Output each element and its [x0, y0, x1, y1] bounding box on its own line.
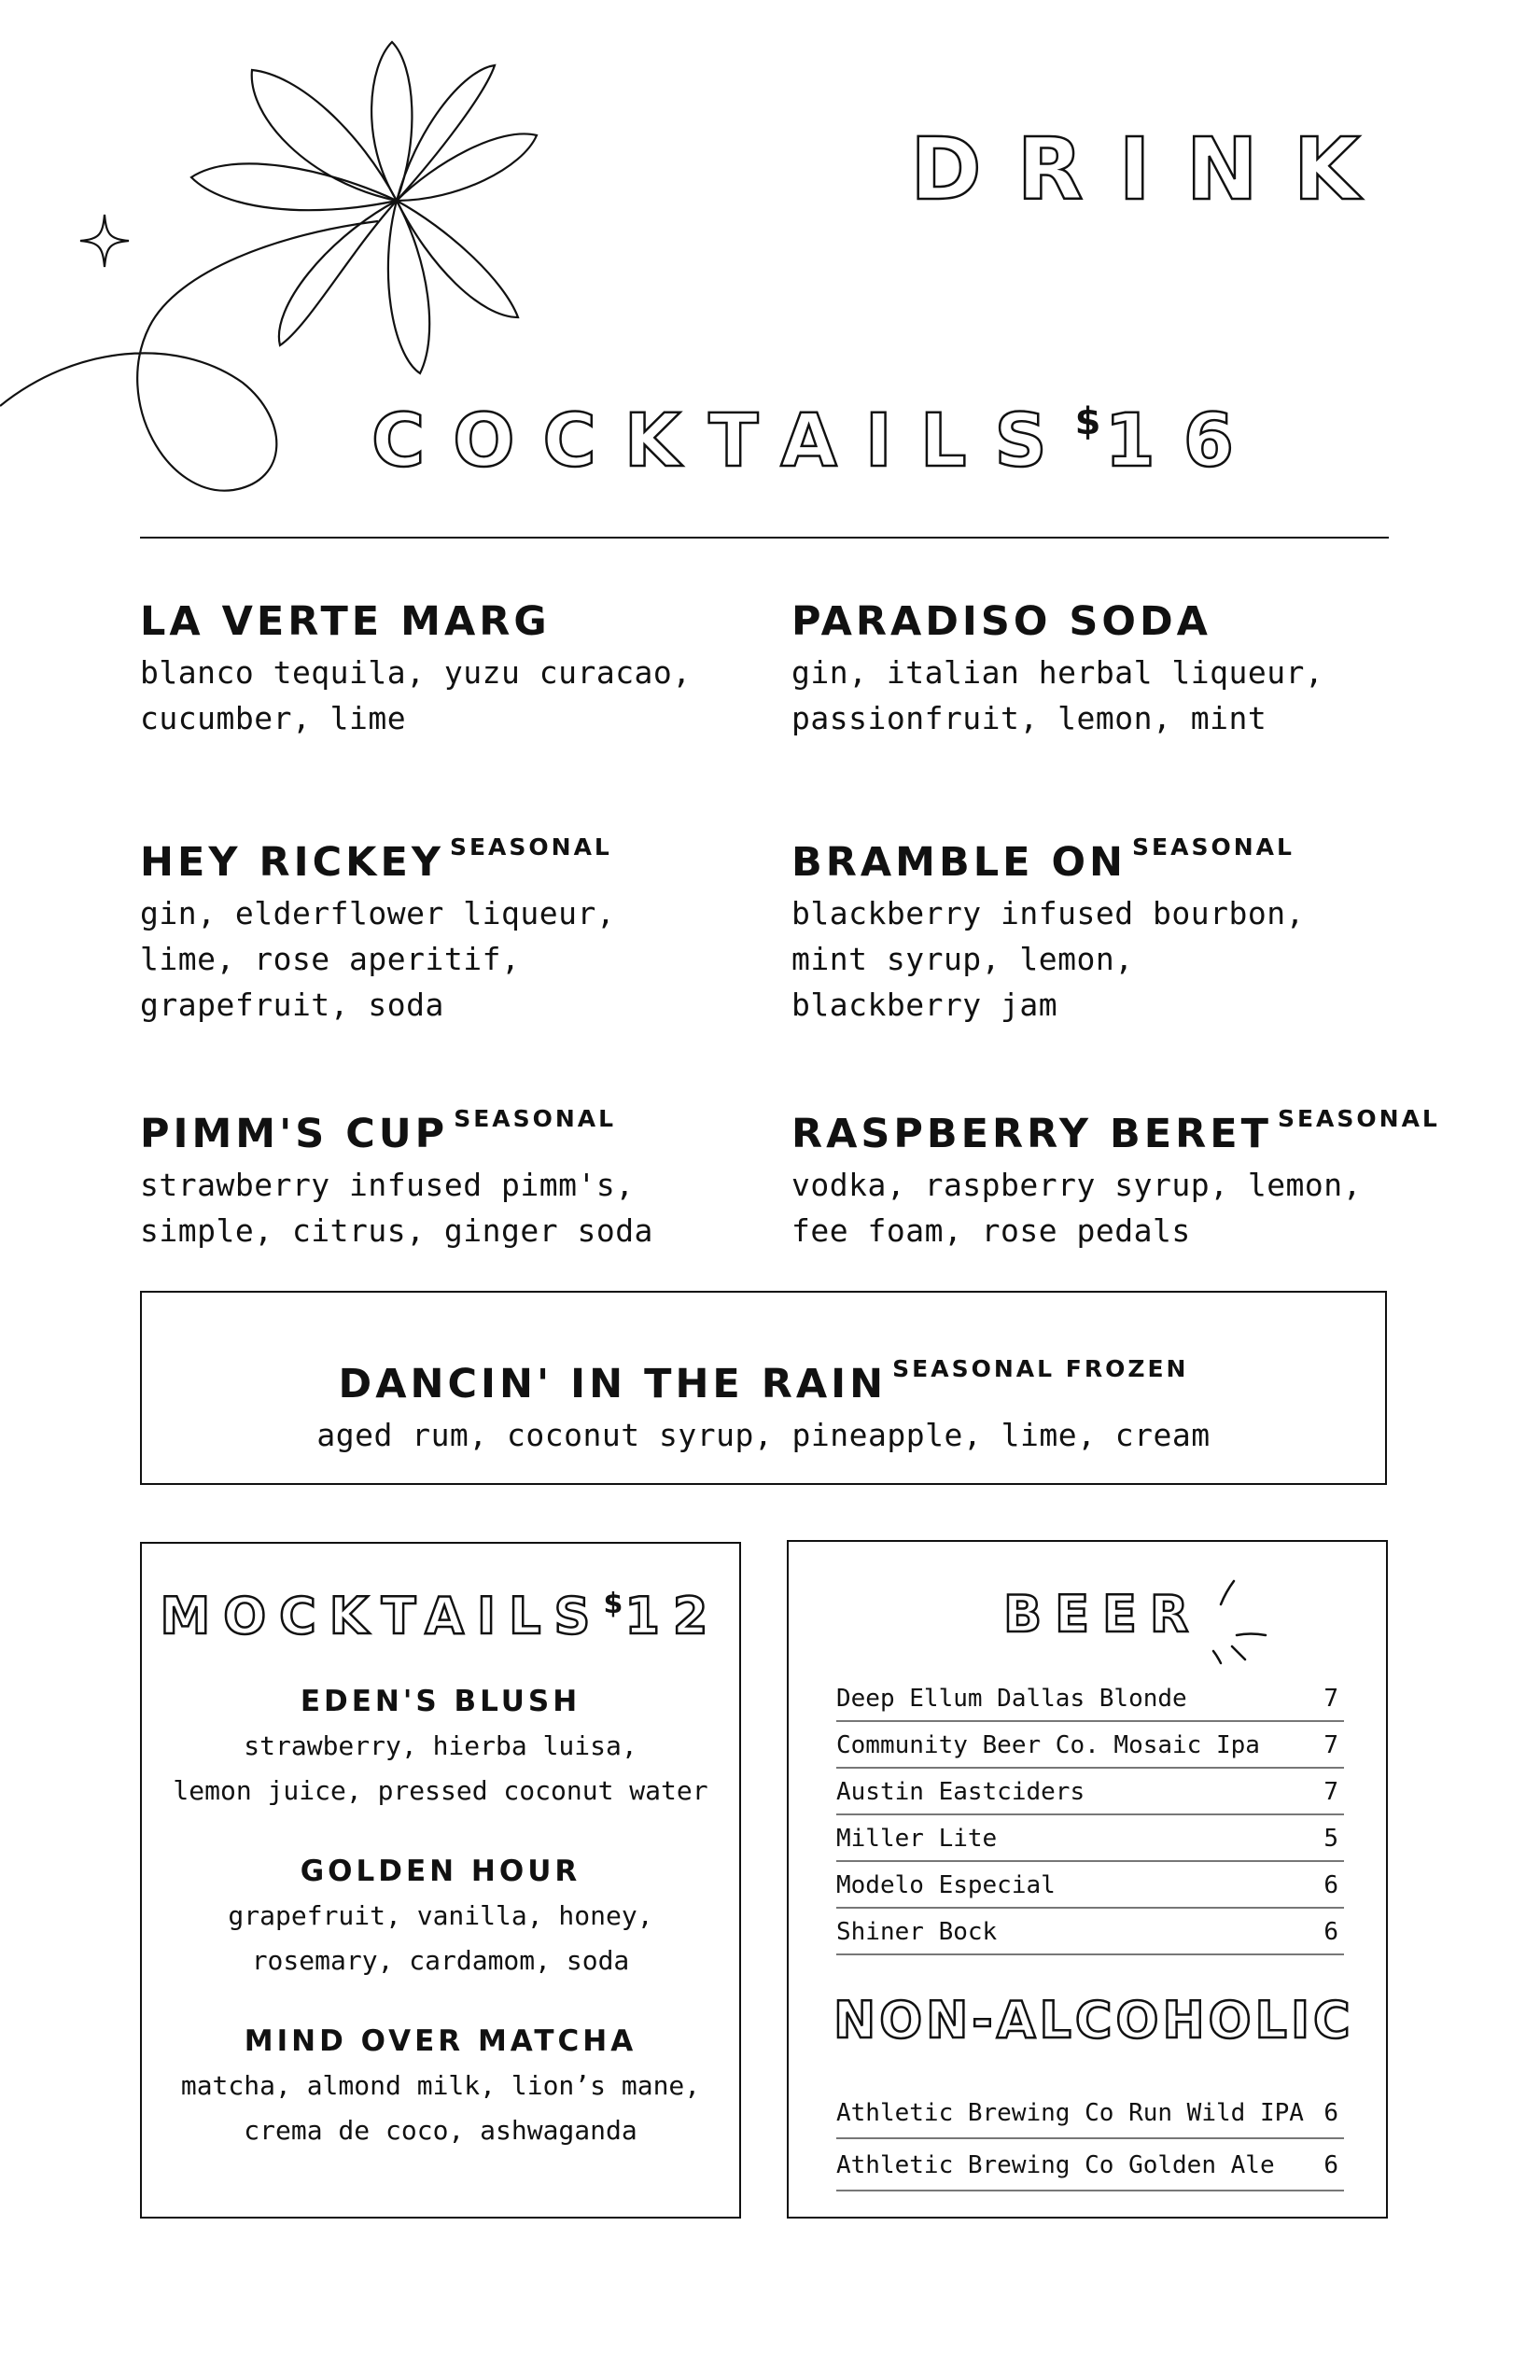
- mocktails-currency: $: [603, 1588, 625, 1620]
- sparkle-icon: [80, 215, 129, 267]
- cocktails-currency: $: [1074, 400, 1105, 443]
- seasonal-tag: SEASONAL: [454, 1105, 617, 1132]
- mocktails-heading: [142, 1587, 739, 1645]
- list-item: [836, 2087, 1344, 2139]
- mocktails-panel: [140, 1542, 741, 2219]
- mocktails-price: 12: [624, 1587, 721, 1645]
- mocktail-description: matcha, almond milk, lion’s mane, crema de coco, ashwaganda: [180, 2070, 701, 2146]
- cocktail-item: [791, 597, 1389, 741]
- list-item: [836, 1862, 1344, 1909]
- mocktail-description: strawberry, hierba luisa, lemon juice, pressed coconut water: [173, 1730, 708, 1806]
- non-alcoholic-title: NON-ALCOHOLIC: [833, 1991, 1354, 2050]
- featured-name: DANCIN' IN THE RAIN: [338, 1361, 888, 1407]
- featured-description: aged rum, coconut syrup, pineapple, lime, cream: [316, 1417, 1211, 1453]
- cocktail-name: LA VERTE MARG: [140, 598, 551, 645]
- seasonal-tag: SEASONAL: [1132, 833, 1295, 861]
- cocktail-description: vodka, raspberry syrup, lemon, fee foam, rose pedals: [791, 1167, 1363, 1249]
- beer-name: Community Beer Co. Mosaic Ipa: [836, 1731, 1260, 1759]
- beer-title: BEER: [1003, 1585, 1202, 1644]
- mocktail-item: [142, 1683, 739, 1813]
- beer-name: Shiner Bock: [836, 1918, 998, 1946]
- beer-price: 6: [1323, 1918, 1338, 1946]
- cocktail-description: blanco tequila, yuzu curacao, cucumber, lime: [140, 654, 692, 736]
- beer-price: 7: [1323, 1778, 1338, 1806]
- drink-name: Athletic Brewing Co Run Wild IPA: [836, 2099, 1304, 2127]
- list-item: [836, 1722, 1344, 1769]
- cocktail-description: gin, elderflower liqueur, lime, rose aperitif, grapefruit, soda: [140, 895, 616, 1023]
- seasonal-tag: SEASONAL: [1277, 1105, 1440, 1132]
- beer-price: 5: [1323, 1825, 1338, 1853]
- mocktail-item: [142, 1853, 739, 1983]
- list-item: [836, 1815, 1344, 1862]
- list-item: [836, 1675, 1344, 1722]
- beer-price: 7: [1323, 1685, 1338, 1713]
- cocktail-description: blackberry infused bourbon, mint syrup, lemon, blackberry jam: [791, 895, 1305, 1023]
- cocktail-item: [791, 1095, 1440, 1253]
- mocktail-item: [142, 2023, 739, 2153]
- cocktail-description: gin, italian herbal liqueur, passionfruit, lemon, mint: [791, 654, 1324, 736]
- beer-price: 7: [1323, 1731, 1338, 1759]
- mocktails-title: MOCKTAILS: [160, 1587, 604, 1645]
- beer-list: [836, 1675, 1344, 1955]
- seasonal-tag: SEASONAL: [449, 833, 612, 861]
- beer-price: 6: [1323, 1871, 1338, 1899]
- section-divider: [140, 537, 1389, 539]
- featured-cocktail: [140, 1291, 1387, 1485]
- drink-name: Athletic Brewing Co Golden Ale: [836, 2151, 1275, 2179]
- page-title: DRINK: [910, 119, 1395, 219]
- drink-price: 6: [1323, 2099, 1338, 2127]
- list-item: [836, 1769, 1344, 1815]
- beer-name: Miller Lite: [836, 1825, 998, 1853]
- beer-name: Modelo Especial: [836, 1871, 1056, 1899]
- mocktail-name: EDEN'S BLUSH: [300, 1685, 581, 1718]
- mocktail-name: GOLDEN HOUR: [300, 1855, 581, 1888]
- flower-petals: [191, 42, 537, 373]
- cocktail-name: HEY RICKEY: [140, 839, 444, 886]
- cocktail-item: [791, 823, 1389, 1028]
- cocktail-item: [140, 823, 737, 1028]
- cocktails-price: 16: [1104, 399, 1263, 483]
- drink-price: 6: [1323, 2151, 1338, 2179]
- cocktail-name: PARADISO SODA: [791, 598, 1211, 645]
- cocktail-name: PIMM'S CUP: [140, 1111, 449, 1157]
- beer-name: Austin Eastciders: [836, 1778, 1085, 1806]
- cocktail-item: [140, 1095, 737, 1253]
- list-item: [836, 1909, 1344, 1955]
- featured-tag: SEASONAL FROZEN: [892, 1355, 1189, 1382]
- mocktail-description: grapefruit, vanilla, honey, rosemary, cardamom, soda: [228, 1900, 653, 1976]
- list-item: [836, 2139, 1344, 2191]
- cocktail-description: strawberry infused pimm's, simple, citrus, ginger soda: [140, 1167, 653, 1249]
- mocktail-name: MIND OVER MATCHA: [244, 2024, 637, 2058]
- cocktail-name: RASPBERRY BERET: [791, 1111, 1272, 1157]
- beer-name: Deep Ellum Dallas Blonde: [836, 1685, 1187, 1713]
- swirl-line: [0, 221, 378, 491]
- burst-icon: [1204, 1562, 1288, 1665]
- non-alcoholic-list: [836, 2087, 1344, 2191]
- cocktails-title: COCKTAILS: [371, 399, 1075, 483]
- cocktail-name: BRAMBLE ON: [791, 839, 1127, 886]
- cocktails-heading: [371, 399, 1262, 483]
- beer-panel: [787, 1540, 1388, 2219]
- cocktail-item: [140, 597, 737, 741]
